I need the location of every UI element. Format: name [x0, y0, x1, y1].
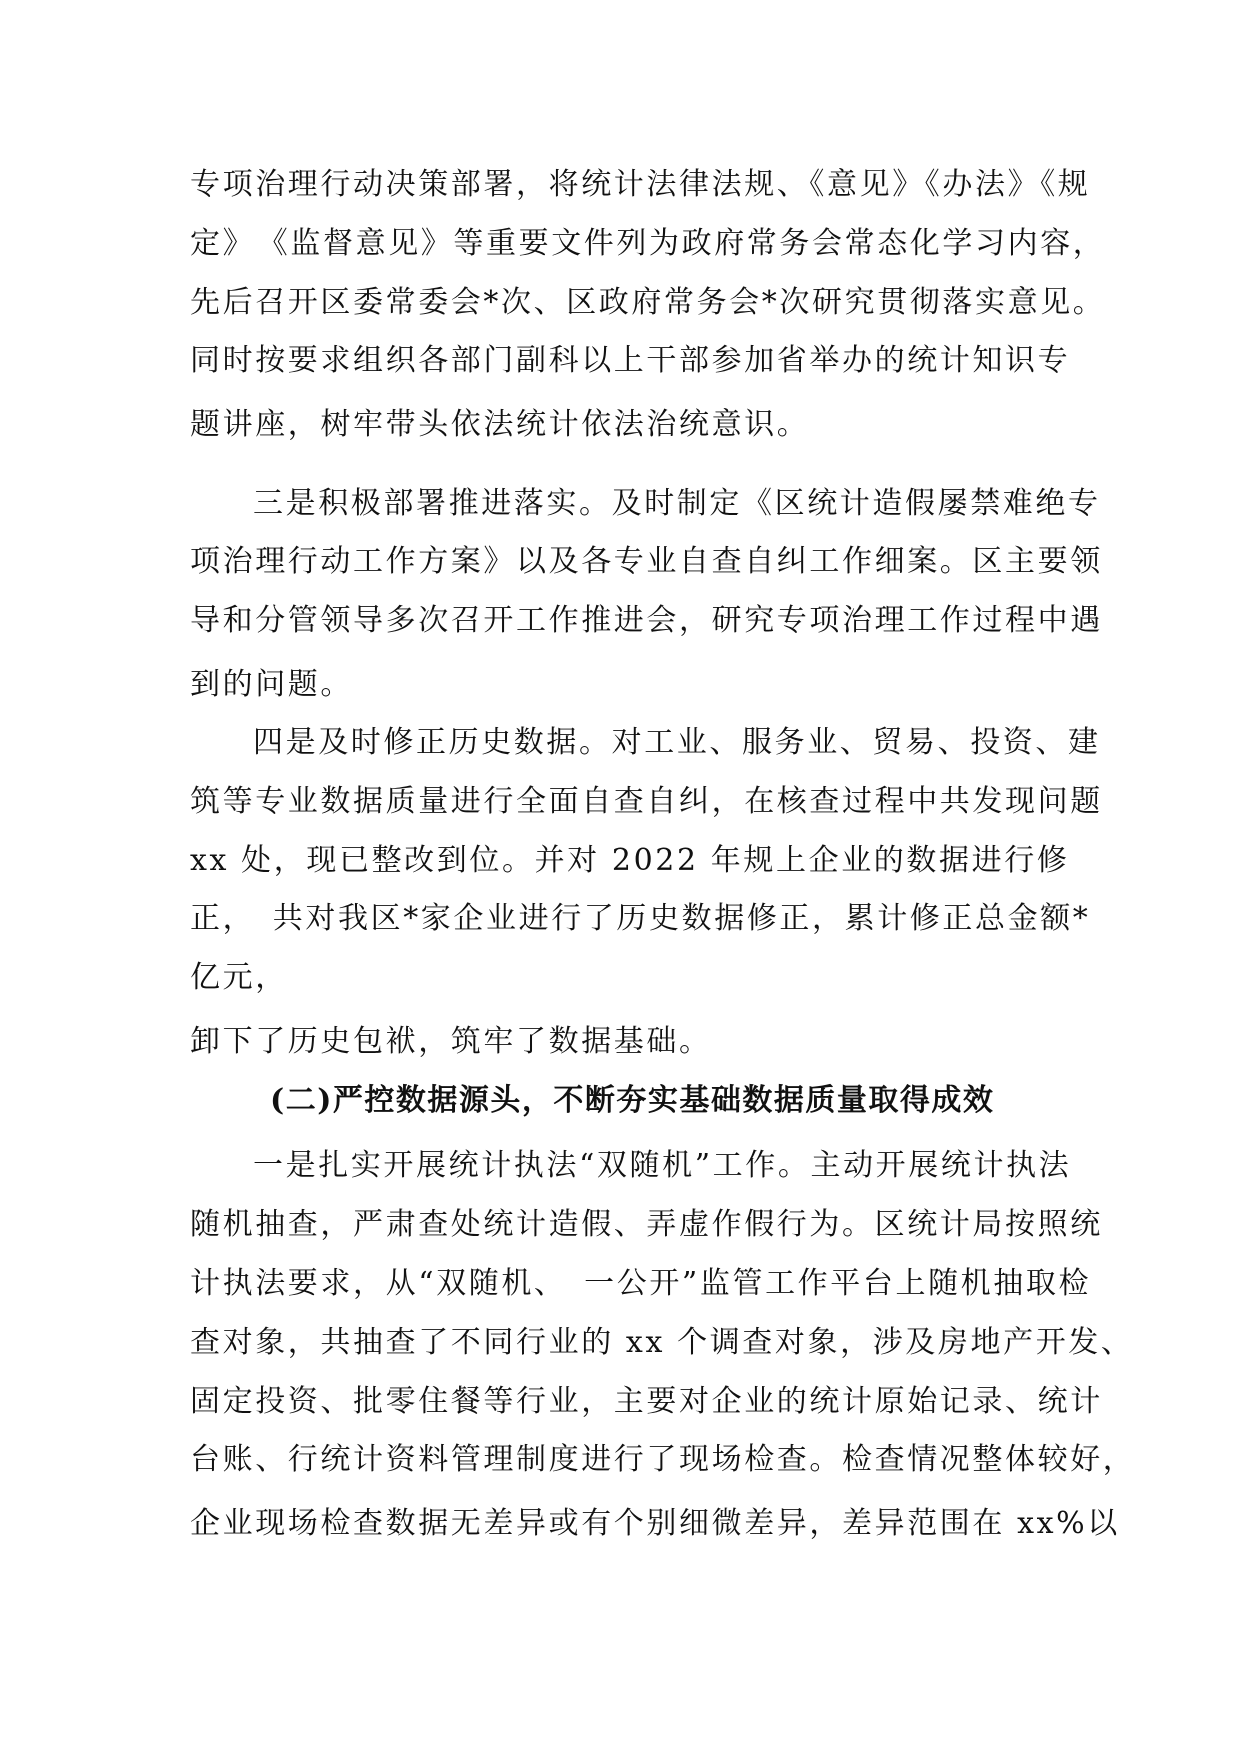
para1-line-3: 先后召开区委常委会*次、区政府常务会*次研究贯彻落实意见。: [190, 285, 1106, 320]
para1-line-2: 定》 《监督意见》等重要文件列为政府常务会常态化学习内容，: [190, 226, 1106, 261]
para4-line-6: 台账、行统计资料管理制度进行了现场检查。检查情况整体较好，: [190, 1442, 1136, 1477]
para2-line-1: 三是积极部署推进落实。及时制定《区统计造假屡禁难绝专: [253, 486, 1101, 521]
para3-line-2: 筑等专业数据质量进行全面自查自纠，在核查过程中共发现问题: [190, 784, 1103, 819]
para4-line-4: 查对象，共抽查了不同行业的 xx 个调查对象，涉及房地产开发、: [190, 1325, 1134, 1360]
para4-line-3: 计执法要求，从“双随机、 一公开”监管工作平台上随机抽取检: [190, 1266, 1092, 1301]
para2-line-3: 导和分管领导多次召开工作推进会，研究专项治理工作过程中遇: [190, 603, 1103, 638]
para4-line-1: 一是扎实开展统计执法“双随机”工作。主动开展统计执法: [253, 1148, 1072, 1183]
para4-line-5: 固定投资、批零住餐等行业，主要对企业的统计原始记录、统计: [190, 1384, 1103, 1419]
para3-line-3: xx 处，现已整改到位。并对 2022 年规上企业的数据进行修: [190, 843, 1070, 878]
para3-line-4: 正， 共对我区*家企业进行了历史数据修正，累计修正总金额*: [190, 901, 1091, 936]
section-heading: (二)严控数据源头，不断夯实基础数据质量取得成效: [270, 1083, 995, 1118]
para1-line-1: 专项治理行动决策部署，将统计法律法规、《意见》《办法》《规: [190, 167, 1091, 202]
para4-line-2: 随机抽查，严肃查处统计造假、弄虚作假行为。区统计局按照统: [190, 1207, 1103, 1242]
para4-line-7: 企业现场检查数据无差异或有个别细微差异，差异范围在 xx%以: [190, 1506, 1120, 1541]
para3-line-5: 亿元，: [190, 960, 288, 995]
para2-line-4: 到的问题。: [190, 667, 353, 702]
para2-line-2: 项治理行动工作方案》以及各专业自查自纠工作细案。区主要领: [190, 544, 1103, 579]
para1-line-4: 同时按要求组织各部门副科以上干部参加省举办的统计知识专: [190, 343, 1071, 378]
para3-line-6: 卸下了历史包袱，筑牢了数据基础。: [190, 1024, 712, 1059]
para1-line-5: 题讲座，树牢带头依法统计依法治统意识。: [190, 407, 810, 442]
para3-line-1: 四是及时修正历史数据。对工业、服务业、贸易、投资、建: [253, 725, 1101, 760]
